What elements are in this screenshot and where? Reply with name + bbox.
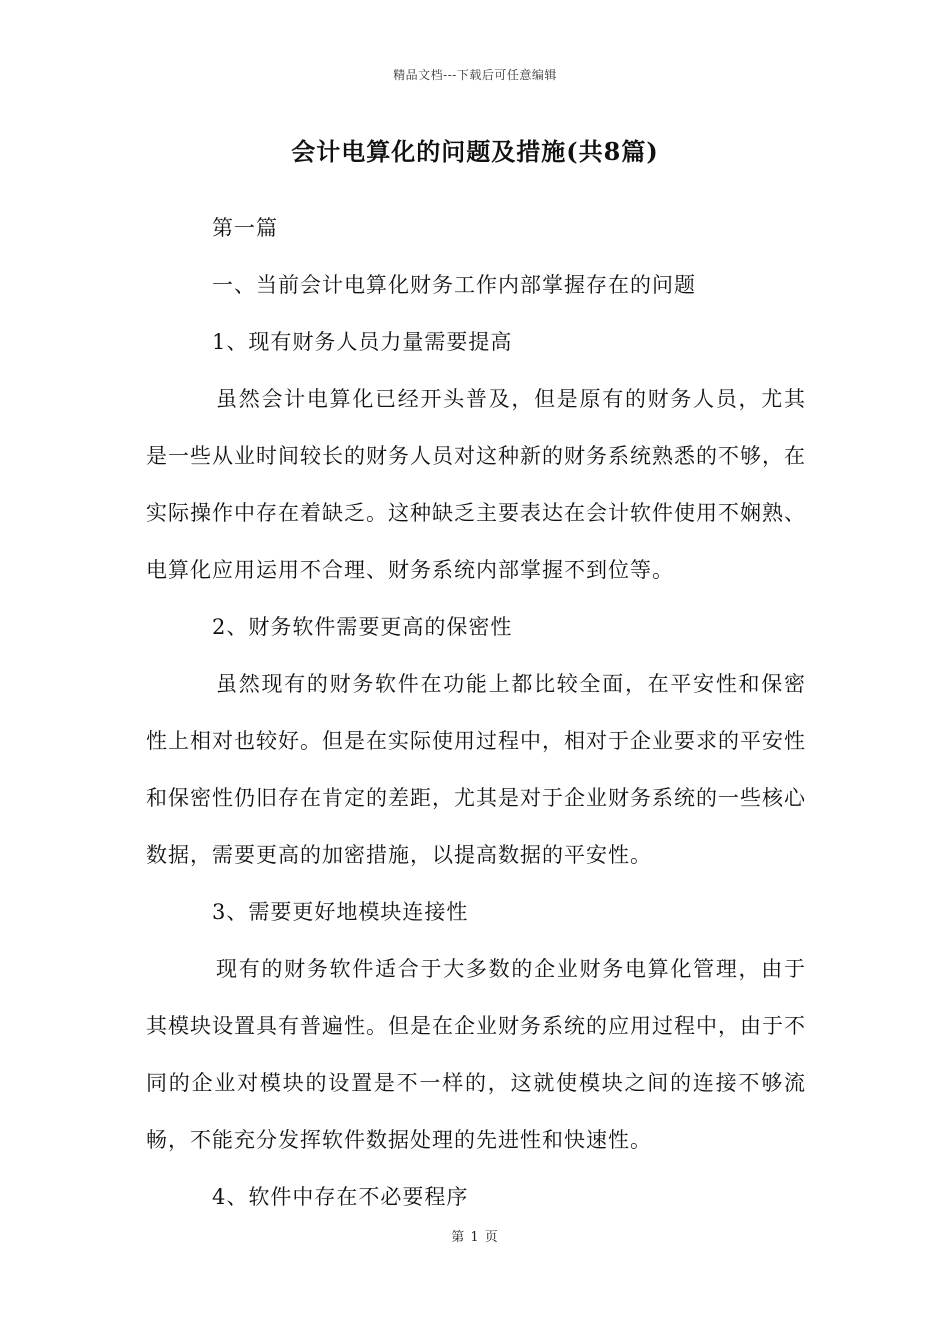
subsection-heading: 4、软件中存在不必要程序 xyxy=(212,1185,469,1209)
body-paragraph: 虽然现有的财务软件在功能上都比较全面，在平安性和保密性上相对也较好。但是在实际使用过程中，相对于企业要求的平安性和保密性仍旧存在肯定的差距，尤其是对于企业财务系统的一些核心数据，需要更高的加密措施，以提高数据的平安性。 xyxy=(146,672,806,867)
section-heading: 一、当前会计电算化财务工作内部掌握存在的问题 xyxy=(212,273,696,297)
page-number: 第 1 页 xyxy=(451,1230,499,1245)
body-paragraph: 现有的财务软件适合于大多数的企业财务电算化管理，由于其模块设置具有普遍性。但是在企业财务系统的应用过程中，由于不同的企业对模块的设置是不一样的，这就使模块之间的连接不够流畅，不能充分发挥软件数据处理的先进性和快速性。 xyxy=(146,957,806,1152)
body-paragraph: 虽然会计电算化已经开头普及，但是原有的财务人员，尤其是一些从业时间较长的财务人员对这种新的财务系统熟悉的不够，在实际操作中存在着缺乏。这种缺乏主要表达在会计软件使用不娴熟、电算化应用运用不合理、财务系统内部掌握不到位等。 xyxy=(146,387,806,582)
section-label: 第一篇 xyxy=(212,216,278,240)
subsection-heading: 1、现有财务人员力量需要提高 xyxy=(212,330,513,354)
document-title: 会计电算化的问题及措施(共8篇) xyxy=(291,137,659,166)
page-header-note: 精品文档---下载后可任意编辑 xyxy=(393,68,557,82)
subsection-heading: 2、财务软件需要更高的保密性 xyxy=(212,615,513,639)
subsection-heading: 3、需要更好地模块连接性 xyxy=(212,900,469,924)
document-body xyxy=(146,200,806,1226)
